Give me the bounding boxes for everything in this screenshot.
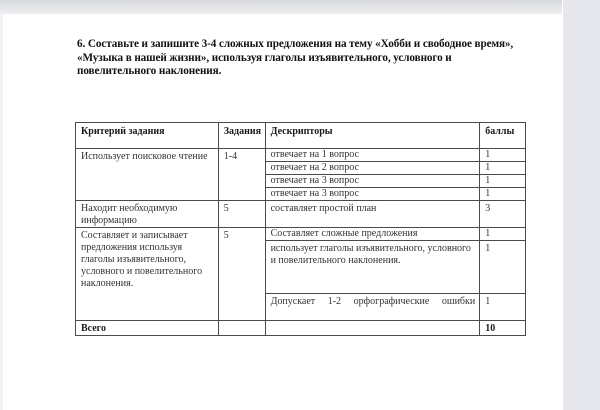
descriptor-cell: отвечает на 2 вопрос [265, 162, 480, 175]
tasks-cell: 5 [218, 201, 265, 228]
points-cell: 1 [480, 175, 526, 188]
criterion-cell: Составляет и записывает предложения используя глаголы изъявительного, условного и повелительного наклонения. [76, 228, 219, 321]
tasks-cell: 1-4 [218, 149, 265, 201]
table-header-row [76, 123, 526, 149]
points-cell: 1 [480, 228, 526, 241]
points-cell: 1 [480, 149, 526, 162]
criterion-cell: Использует поисковое чтение [76, 149, 219, 201]
points-cell: 1 [480, 294, 526, 321]
header-criterion: Критерий задания [76, 123, 219, 149]
total-label: Всего [76, 321, 219, 336]
descriptor-cell: Допускает 1-2 орфографические ошибки [265, 294, 480, 321]
table-row [76, 149, 526, 162]
points-cell: 1 [480, 162, 526, 175]
descriptor-cell: отвечает на 1 вопрос [265, 149, 480, 162]
total-points: 10 [480, 321, 526, 336]
descriptor-cell: отвечает на 3 вопрос [265, 175, 480, 188]
header-tasks: Задания [218, 123, 265, 149]
total-row [76, 321, 526, 336]
task-instruction: 6. Составьте и запишите 3-4 сложных предложения на тему «Хобби и свободное время», «Музыка в нашей жизни», используя глаголы изъявительного, условного и повелительного наклонения. [77, 38, 514, 78]
table-row [76, 228, 526, 241]
descriptor-cell: отвечает на 3 вопрос [265, 188, 480, 201]
assessment-table [75, 122, 526, 336]
points-cell: 1 [480, 241, 526, 294]
table-row [76, 201, 526, 228]
descriptor-cell: использует глаголы изъявительного, условного и повелительного наклонения. [265, 241, 480, 294]
descriptor-cell: составляет простой план [265, 201, 480, 228]
descriptor-cell: Составляет сложные предложения [265, 228, 480, 241]
criterion-cell: Находит необходимую информацию [76, 201, 219, 228]
header-descriptors: Дескрипторы [265, 123, 480, 149]
window-top-bar [0, 0, 562, 14]
side-panel [563, 0, 600, 410]
total-tasks-empty [218, 321, 265, 336]
points-cell: 3 [480, 201, 526, 228]
total-descriptors-empty [265, 321, 480, 336]
points-cell: 1 [480, 188, 526, 201]
header-points: баллы [480, 123, 526, 149]
tasks-cell: 5 [218, 228, 265, 321]
